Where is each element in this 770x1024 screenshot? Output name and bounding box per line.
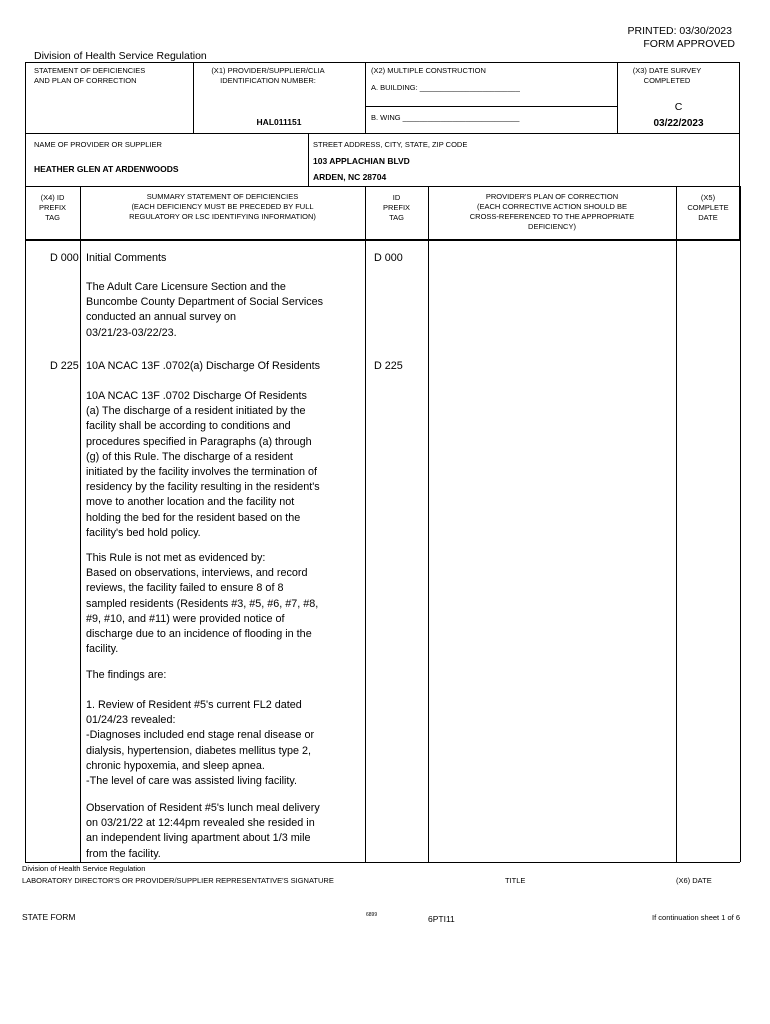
survey-date: 03/22/2023 xyxy=(653,118,704,129)
signature-label: LABORATORY DIRECTOR'S OR PROVIDER/SUPPLIER REPRESENTATIVE'S SIGNATURE xyxy=(22,876,334,885)
paragraph-rule-text: 10A NCAC 13F .0702 Discharge Of Residents (a) The discharge of a resident initiated by the facility shall be according to conditions and procedures specified in Paragraphs (a) through (g) of this Rule. The discharge of a resident initiated by the facility involves the termination of residency by the facility resulting in the resident's move to another location and the facility not holding the bed for the resident based on the facility's bed hold policy. xyxy=(86,390,320,539)
address-label: STREET ADDRESS, CITY, STATE, ZIP CODE xyxy=(313,140,468,149)
address-line2: ARDEN, NC 28704 xyxy=(313,172,387,182)
paragraph-survey-intro: The Adult Care Licensure Section and the Buncombe County Department of Social Services conducted an annual survey on 03/21/23-03/22/23. xyxy=(86,281,324,339)
left-tag-d000: D 000 xyxy=(50,252,79,264)
x1-label: (X1) PROVIDER/SUPPLIER/CLIA IDENTIFICATION NUMBER: xyxy=(211,66,325,85)
address-line1: 103 APPLACHIAN BLVD xyxy=(313,156,410,166)
x6-date-label: (X6) DATE xyxy=(676,876,712,885)
col-x4-header: (X4) ID PREFIX TAG xyxy=(38,193,67,222)
x2-label: (X2) MULTIPLE CONSTRUCTION xyxy=(371,66,486,75)
col-summary-header: SUMMARY STATEMENT OF DEFICIENCIES (EACH DEFICIENCY MUST BE PRECEDED BY FULL REGULATORY OR LSC IDENTIFYING INFORMATION) xyxy=(129,192,316,221)
right-tag-d000: D 000 xyxy=(374,252,403,264)
event-id: 6PTI11 xyxy=(428,914,455,924)
survey-code: C xyxy=(674,101,683,113)
wing-label: B. WING ____________________________ xyxy=(371,113,520,122)
x3-label: (X3) DATE SURVEY COMPLETED xyxy=(632,66,702,85)
entry-title-discharge: 10A NCAC 13F .0702(a) Discharge Of Residents xyxy=(86,360,321,372)
statement-label: STATEMENT OF DEFICIENCIES AND PLAN OF CORRECTION xyxy=(34,66,146,85)
paragraph-finding-1: 1. Review of Resident #5's current FL2 dated 01/24/23 revealed: -Diagnoses included end stage renal disease or dialysis, hypertension, diabetes mellitus type 2, chronic hypoxemia, and sleep apnea. -The level of care was assisted living facility. xyxy=(86,699,315,788)
footer-division: Division of Health Service Regulation xyxy=(22,864,146,873)
provider-name-label: NAME OF PROVIDER OR SUPPLIER xyxy=(34,140,162,149)
printed-date: PRINTED: 03/30/2023 xyxy=(627,25,732,37)
state-form-label: STATE FORM xyxy=(22,912,76,922)
col-id-header: ID PREFIX TAG xyxy=(382,193,411,222)
title-label: TITLE xyxy=(505,876,526,885)
paragraph-rule-not-met: This Rule is not met as evidenced by: Based on observations, interviews, and record reviews, the facility failed to ensure 8 of 8 sampled residents (Residents #3, #5, #6, #7, #8, #9, #10, and #11) were provided notice of discharge due to an incidence of flooding in the facility. xyxy=(86,552,319,656)
provider-name: HEATHER GLEN AT ARDENWOODS xyxy=(34,164,179,174)
continuation-sheet: If continuation sheet 1 of 6 xyxy=(652,913,740,922)
col-plan-header: PROVIDER'S PLAN OF CORRECTION (EACH CORRECTIVE ACTION SHOULD BE CROSS-REFERENCED TO THE APPROPRIATE DEFICIENCY) xyxy=(469,192,635,231)
form-approved: FORM APPROVED xyxy=(643,38,735,50)
form-code: 6899 xyxy=(366,912,378,918)
paragraph-observation: Observation of Resident #5's lunch meal delivery on 03/21/22 at 12:44pm revealed she resided in an independent living apartment about 1/3 mile from the facility. xyxy=(86,802,320,860)
paragraph-findings-intro: The findings are: xyxy=(86,669,167,681)
division-title: Division of Health Service Regulation xyxy=(34,50,207,62)
right-tag-d225: D 225 xyxy=(374,360,403,372)
col-x5-header: (X5) COMPLETE DATE xyxy=(687,193,729,222)
entry-title-initial-comments: Initial Comments xyxy=(86,252,167,264)
left-tag-d225: D 225 xyxy=(50,360,79,372)
provider-id: HAL011151 xyxy=(256,117,302,127)
building-label: A. BUILDING: ________________________ xyxy=(371,83,520,92)
